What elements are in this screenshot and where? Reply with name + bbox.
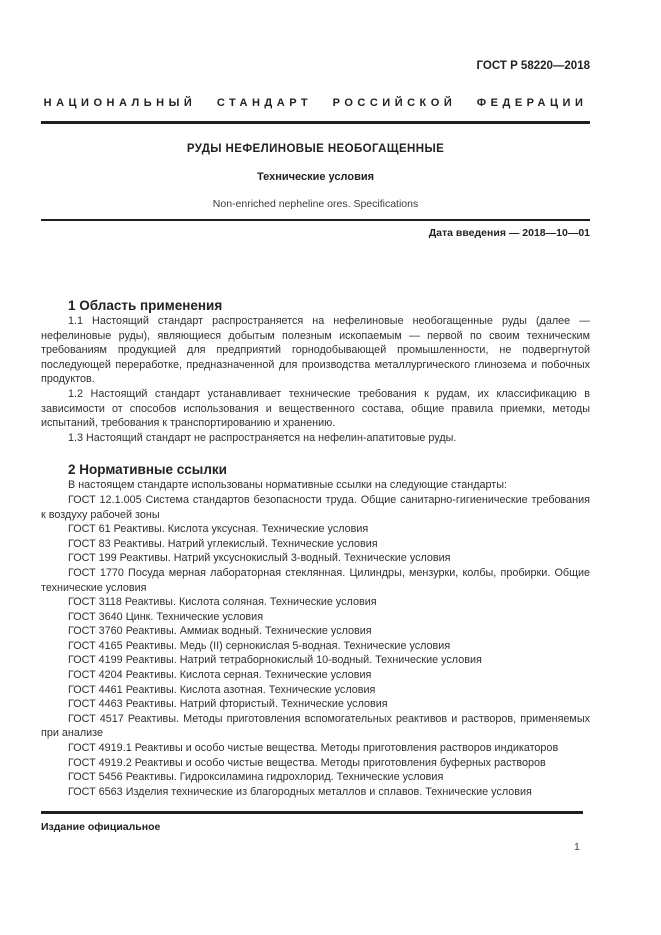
section-heading-scope: 1 Область применения bbox=[68, 298, 223, 313]
reference-item: ГОСТ 5456 Реактивы. Гидроксиламина гидрохлорид. Технические условия bbox=[68, 771, 444, 784]
section-heading-normative-references: 2 Нормативные ссылки bbox=[68, 462, 227, 478]
document-subtitle: Технические условия bbox=[256, 170, 375, 183]
introduction-date: Дата введения — 2018—10—01 bbox=[428, 227, 590, 239]
document-title-english: Non-enriched nepheline ores. Specifications bbox=[212, 197, 419, 210]
reference-item: ГОСТ 3118 Реактивы. Кислота соляная. Технические условия bbox=[68, 596, 377, 609]
reference-item: ГОСТ 4463 Реактивы. Натрий фтористый. Технические условия bbox=[68, 698, 388, 711]
reference-item: ГОСТ 4199 Реактивы. Натрий тетраборнокислый 10-водный. Технические условия bbox=[68, 654, 482, 667]
reference-item: ГОСТ 4461 Реактивы. Кислота азотная. Технические условия bbox=[68, 683, 376, 696]
paragraph-1-2: 1.2 Настоящий стандарт устанавливает технические требования к рудам, их классификацию в зависимости от способов использования и вещественного состава, общие правила приемки, методы испытаний, требования к транспортированию и хранению. bbox=[41, 387, 590, 430]
document-title: РУДЫ НЕФЕЛИНОВЫЕ НЕОБОГАЩЕННЫЕ bbox=[186, 142, 445, 155]
doc-code: ГОСТ Р 58220—2018 bbox=[476, 60, 590, 72]
reference-item: ГОСТ 4919.2 Реактивы и особо чистые вещества. Методы приготовления буферных растворов bbox=[68, 756, 546, 769]
reference-item: ГОСТ 1770 Посуда мерная лабораторная стеклянная. Цилиндры, мензурки, колбы, пробирки. Общие технические условия bbox=[41, 566, 590, 594]
reference-item: ГОСТ 61 Реактивы. Кислота уксусная. Технические условия bbox=[68, 523, 369, 536]
reference-item: ГОСТ 4517 Реактивы. Методы приготовления вспомогательных реактивов и растворов, применяемых при анализе bbox=[41, 712, 590, 740]
national-standard-banner: НАЦИОНАЛЬНЫЙ СТАНДАРТ РОССИЙСКОЙ ФЕДЕРАЦИИ bbox=[43, 97, 588, 109]
reference-item: ГОСТ 83 Реактивы. Натрий углекислый. Технические условия bbox=[68, 537, 378, 550]
reference-item: ГОСТ 12.1.005 Система стандартов безопасности труда. Общие санитарно-гигиенические требования к воздуху рабочей зоны bbox=[41, 493, 590, 521]
paragraph-1-1: 1.1 Настоящий стандарт распространяется на нефелиновые необогащенные руды (далее — нефелиновые руды), являющиеся добытым полезным ископаемым — первой по своим техническим требованиям продукцией для предприятий горнодобывающей промышленности, не подвергнутой последующей переработке, предназначенной для производства металлургического глинозема и побочных продуктов. bbox=[41, 315, 590, 386]
document-content bbox=[41, 0, 590, 799]
official-edition-note: Издание официальное bbox=[41, 821, 161, 833]
paragraph-1-3: 1.3 Настоящий стандарт не распространяется на нефелин-апатитовые руды. bbox=[68, 431, 457, 444]
footer-rule bbox=[41, 811, 583, 814]
header-rule bbox=[41, 121, 590, 124]
page-number: 1 bbox=[574, 841, 580, 853]
reference-item: ГОСТ 199 Реактивы. Натрий уксуснокислый 3-водный. Технические условия bbox=[68, 552, 451, 565]
reference-item: ГОСТ 4204 Реактивы. Кислота серная. Технические условия bbox=[68, 669, 372, 682]
title-rule bbox=[41, 219, 590, 222]
reference-item: ГОСТ 3640 Цинк. Технические условия bbox=[68, 610, 264, 623]
reference-item: ГОСТ 3760 Реактивы. Аммиак водный. Технические условия bbox=[68, 625, 372, 638]
reference-item: ГОСТ 4919.1 Реактивы и особо чистые вещества. Методы приготовления растворов индикаторов bbox=[68, 742, 559, 755]
references-list bbox=[41, 493, 590, 799]
references-intro: В настоящем стандарте использованы нормативные ссылки на следующие стандарты: bbox=[68, 479, 507, 492]
reference-item: ГОСТ 6563 Изделия технические из благородных металлов и сплавов. Технические условия bbox=[68, 785, 532, 798]
reference-item: ГОСТ 4165 Реактивы. Медь (II) сернокислая 5-водная. Технические условия bbox=[68, 639, 451, 652]
